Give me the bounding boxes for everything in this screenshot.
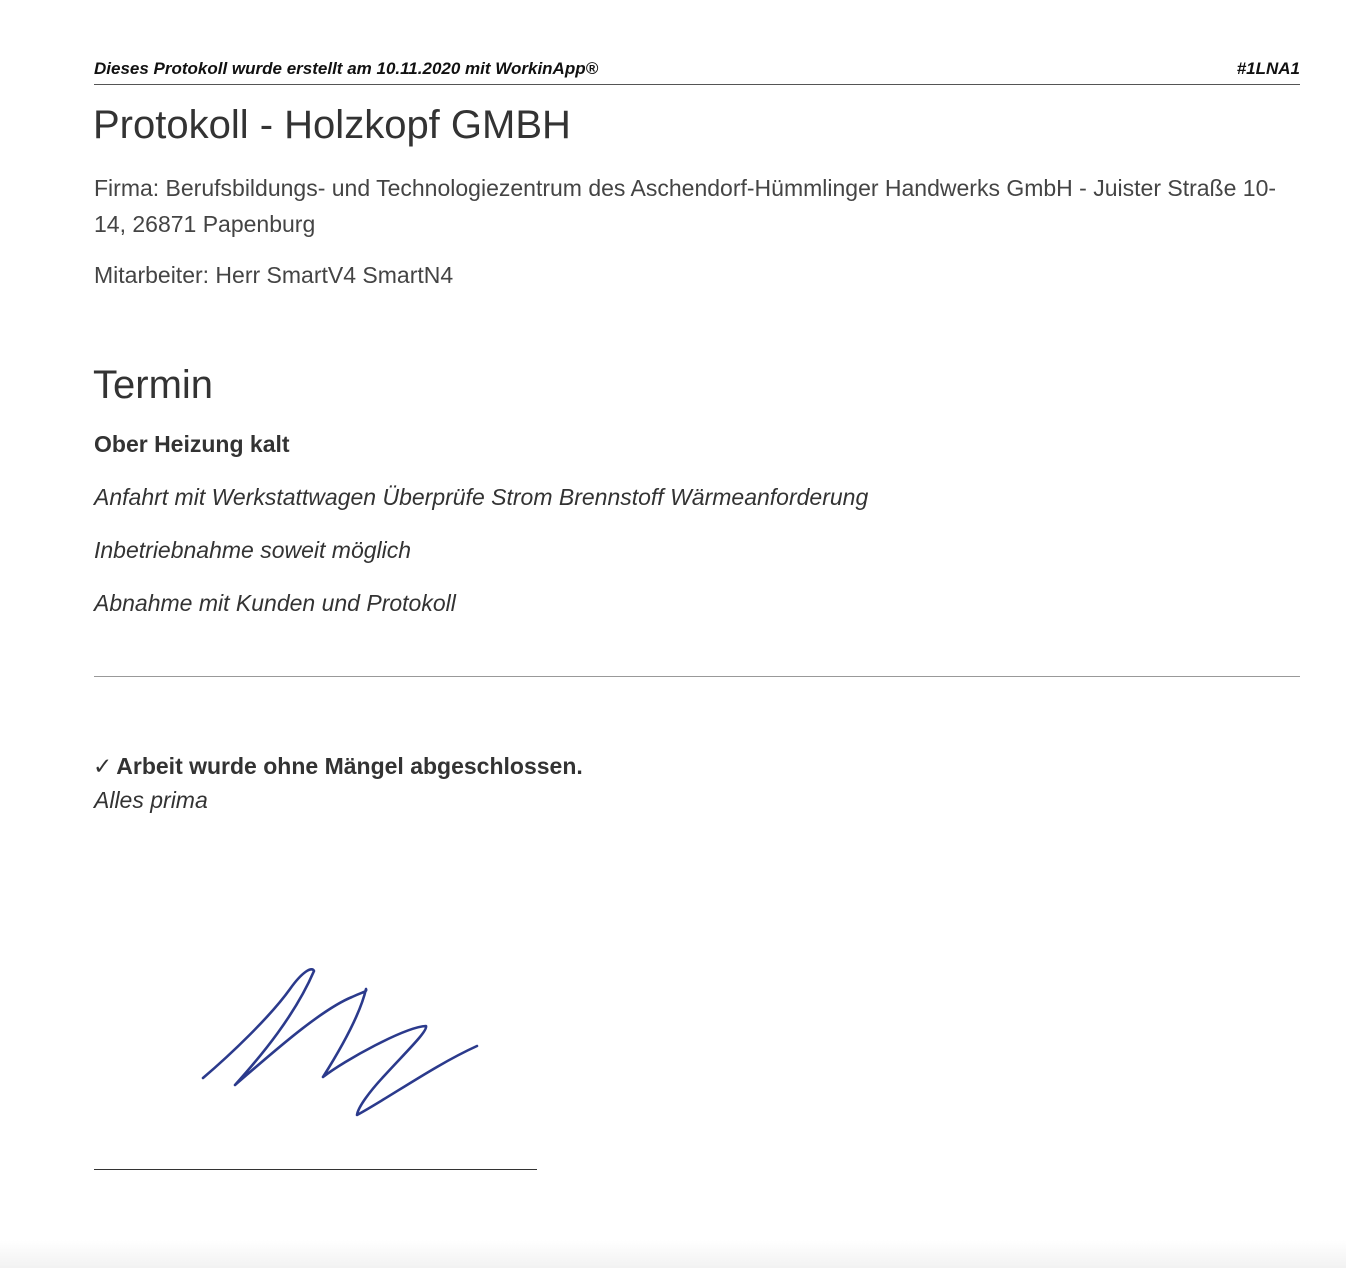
task-item: Anfahrt mit Werkstattwagen Überprüfe Strom Brennstoff Wärmeanforderung (94, 484, 869, 510)
document-header (94, 58, 1300, 85)
signature-image (190, 955, 500, 1135)
completion-comment: Alles prima (94, 787, 208, 813)
check-icon: ✓ (93, 753, 113, 779)
protocol-id: #1LNA1 (1236, 59, 1300, 78)
completion-status (93, 753, 583, 780)
creation-note: Dieses Protokoll wurde erstellt am 10.11.2020 mit WorkinApp® (94, 59, 599, 78)
signature-stroke (203, 969, 477, 1115)
signature-line (94, 1169, 537, 1170)
appointment-title: Ober Heizung kalt (94, 431, 290, 457)
task-item: Inbetriebnahme soweit möglich (94, 537, 412, 563)
task-item: Abnahme mit Kunden und Protokoll (94, 590, 456, 616)
completion-status-text: Arbeit wurde ohne Mängel abgeschlossen. (116, 753, 583, 779)
page-bottom-edge (0, 1240, 1346, 1268)
page-title: Protokoll - Holzkopf GMBH (93, 103, 571, 147)
section-divider (94, 676, 1300, 677)
termin-heading: Termin (93, 363, 214, 407)
company-info: Firma: Berufsbildungs- und Technologiezentrum des Aschendorf-Hümmlinger Handwerks GmbH - Juister Straße 10-14, 26871 Papenburg (94, 175, 1277, 237)
employee-info: Mitarbeiter: Herr SmartV4 SmartN4 (94, 262, 454, 288)
